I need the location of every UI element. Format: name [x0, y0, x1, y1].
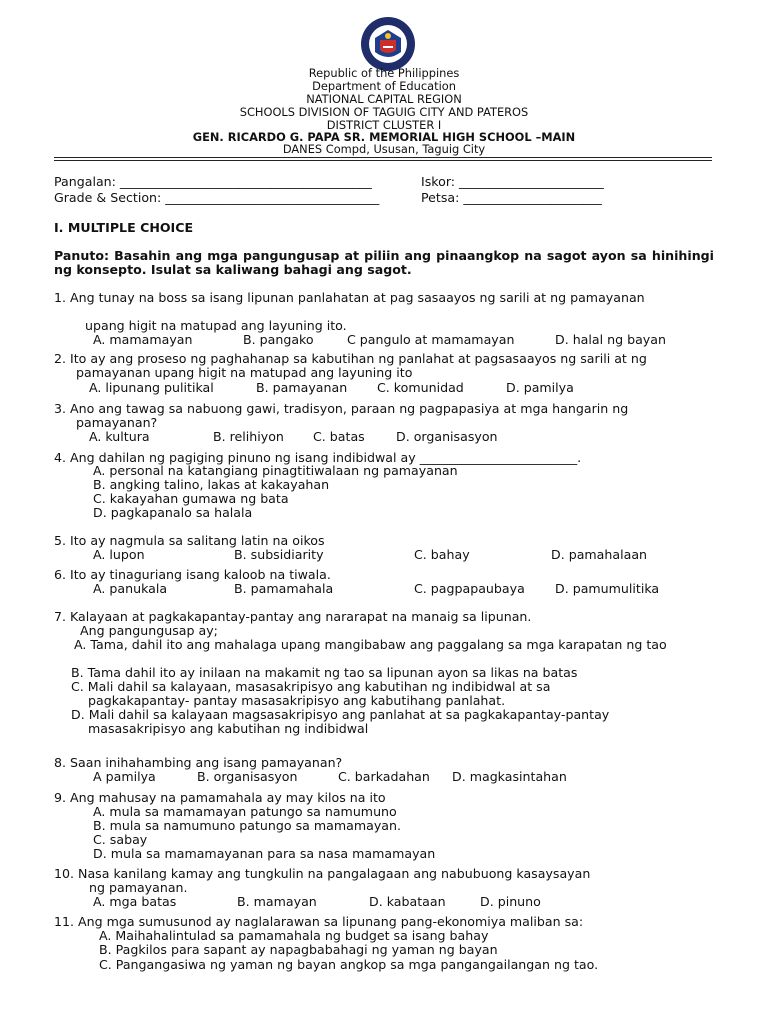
question-4: 4. Ang dahilan ng pagiging pinuno ng isang indibidwal ay _________________________.: [54, 450, 582, 465]
grade-section-field: Grade & Section: __________________________________: [54, 190, 380, 205]
q7-option-c: C. Mali dahil sa kalayaan, masasakripisyo ang kabutihan ng indibidwal at sa: [71, 679, 551, 694]
q5-option-c: C. bahay: [414, 547, 470, 562]
q10-option-c: D. kabataan: [369, 894, 446, 909]
q1-option-b: B. pangako: [243, 332, 314, 347]
q1-option-a: A. mamamayan: [93, 332, 193, 347]
q7-option-d: D. Mali dahil sa kalayaan magsasakripisyo ang panlahat at sa pagkakapantay-pantay: [71, 707, 610, 722]
header-line-5: DISTRICT CLUSTER I: [326, 118, 442, 132]
q5-option-a: A. lupon: [93, 547, 145, 562]
q9-option-a: A. mula sa mamamayan patungo sa namumuno: [93, 804, 397, 819]
question-10-cont: ng pamayanan.: [89, 880, 188, 895]
header-rule-top: [54, 157, 712, 158]
q3-option-c: C. batas: [313, 429, 365, 444]
question-2: 2. Ito ay ang proseso ng paghahanap sa kabutihan ng panlahat at pagsasaayos ng sarili at ng: [54, 351, 647, 366]
question-8: 8. Saan inihahambing ang isang pamayanan?: [54, 755, 343, 770]
q8-option-c: C. barkadahan: [338, 769, 430, 784]
q4-option-c: C. kakayahan gumawa ng bata: [93, 491, 289, 506]
q2-option-b: B. pamayanan: [256, 380, 348, 395]
q8-option-d: D. magkasintahan: [452, 769, 567, 784]
header-line-1: Republic of the Philippines: [308, 66, 460, 80]
q10-option-d: D. pinuno: [480, 894, 541, 909]
header-rule-bottom: [54, 160, 712, 161]
header-line-2: Department of Education: [312, 79, 456, 93]
q10-option-b: B. mamayan: [237, 894, 317, 909]
deped-seal-icon: [360, 16, 416, 72]
school-address: DANES Compd, Ususan, Taguig City: [282, 142, 486, 156]
q3-option-d: D. organisasyon: [396, 429, 498, 444]
q7-option-d-cont: masasakripisyo ang kabutihan ng indibidwal: [88, 721, 369, 736]
q11-option-a: A. Maihahalintulad sa pamamahala ng budget sa isang bahay: [99, 928, 489, 943]
q4-option-b: B. angking talino, lakas at kakayahan: [93, 477, 330, 492]
q4-option-a: A. personal na katangiang pinagtitiwalaan ng pamayanan: [93, 463, 458, 478]
question-9: 9. Ang mahusay na pamamahala ay may kilos na ito: [54, 790, 386, 805]
pangalan-field: Pangalan: ________________________________________: [54, 174, 372, 189]
question-1: 1. Ang tunay na boss sa isang lipunan panlahatan at pag sasaayos ng sarili at ng pamayanan: [54, 290, 645, 305]
question-3-cont: pamayanan?: [76, 415, 158, 430]
q2-option-a: A. lipunang pulitikal: [89, 380, 214, 395]
question-10: 10. Nasa kanilang kamay ang tungkulin na pangalagaan ang nabubuong kasaysayan: [54, 866, 591, 881]
question-5: 5. Ito ay nagmula sa salitang latin na oikos: [54, 533, 325, 548]
q5-option-d: D. pamahalaan: [551, 547, 648, 562]
q6-option-a: A. panukala: [93, 581, 168, 596]
q3-option-a: A. kultura: [89, 429, 150, 444]
q10-option-a: A. mga batas: [93, 894, 177, 909]
iskor-field: Iskor: _______________________: [421, 174, 604, 189]
q8-option-b: B. organisasyon: [197, 769, 298, 784]
q7-option-b: B. Tama dahil ito ay inilaan na makamit ng tao sa lipunan ayon sa likas na batas: [71, 665, 578, 680]
q2-option-d: D. pamilya: [506, 380, 574, 395]
q3-option-b: B. relihiyon: [213, 429, 284, 444]
instructions: Panuto: Basahin ang mga pangungusap at piliin ang pinaangkop na sagot ayon sa hinihingi ng konsepto. Isulat sa kaliwang bahagi ang sagot.: [54, 248, 714, 277]
q1-option-c: C pangulo at mamamayan: [347, 332, 515, 347]
school-name: GEN. RICARDO G. PAPA SR. MEMORIAL HIGH SCHOOL –MAIN: [192, 130, 576, 144]
q6-option-c: C. pagpapaubaya: [414, 581, 525, 596]
q9-option-c: C. sabay: [93, 832, 148, 847]
q6-option-b: B. pamamahala: [234, 581, 334, 596]
question-6: 6. Ito ay tinaguriang isang kaloob na tiwala.: [54, 567, 331, 582]
q2-option-c: C. komunidad: [377, 380, 464, 395]
question-1-cont: upang higit na matupad ang layuning ito.: [85, 318, 347, 333]
question-7: 7. Kalayaan at pagkakapantay-pantay ang nararapat na manaig sa lipunan.: [54, 609, 532, 624]
question-11: 11. Ang mga sumusunod ay naglalarawan sa lipunang pang-ekonomiya maliban sa:: [54, 914, 584, 929]
q11-option-b: B. Pagkilos para sapant ay napagbabahagi ng yaman ng bayan: [99, 942, 498, 957]
q1-option-d: D. halal ng bayan: [555, 332, 666, 347]
section-title: I. MULTIPLE CHOICE: [54, 220, 194, 235]
q11-option-c: C. Pangangasiwa ng yaman ng bayan angkop sa mga pangangailangan ng tao.: [99, 957, 599, 972]
q7-option-a: A. Tama, dahil ito ang mahalaga upang mangibabaw ang paggalang sa mga karapatan ng tao: [74, 637, 667, 652]
q9-option-d: D. mula sa mamamayanan para sa nasa mamamayan: [93, 846, 436, 861]
header-line-3: NATIONAL CAPITAL REGION: [306, 92, 462, 106]
header-line-4: SCHOOLS DIVISION OF TAGUIG CITY AND PATEROS: [239, 105, 529, 119]
q4-option-d: D. pagkapanalo sa halala: [93, 505, 253, 520]
q9-option-b: B. mula sa namumuno patungo sa mamamayan.: [93, 818, 401, 833]
q7-option-c-cont: pagkakapantay- pantay masasakripisyo ang kabutihang panlahat.: [88, 693, 506, 708]
question-7-cont: Ang pangungusap ay;: [80, 623, 218, 638]
q6-option-d: D. pamumulitika: [555, 581, 660, 596]
q5-option-b: B. subsidiarity: [234, 547, 324, 562]
petsa-field: Petsa: ______________________: [421, 190, 602, 205]
question-3: 3. Ano ang tawag sa nabuong gawi, tradisyon, paraan ng pagpapasiya at mga hangarin ng: [54, 401, 629, 416]
question-2-cont: pamayanan upang higit na matupad ang layuning ito: [76, 365, 413, 380]
q8-option-a: A pamilya: [93, 769, 156, 784]
